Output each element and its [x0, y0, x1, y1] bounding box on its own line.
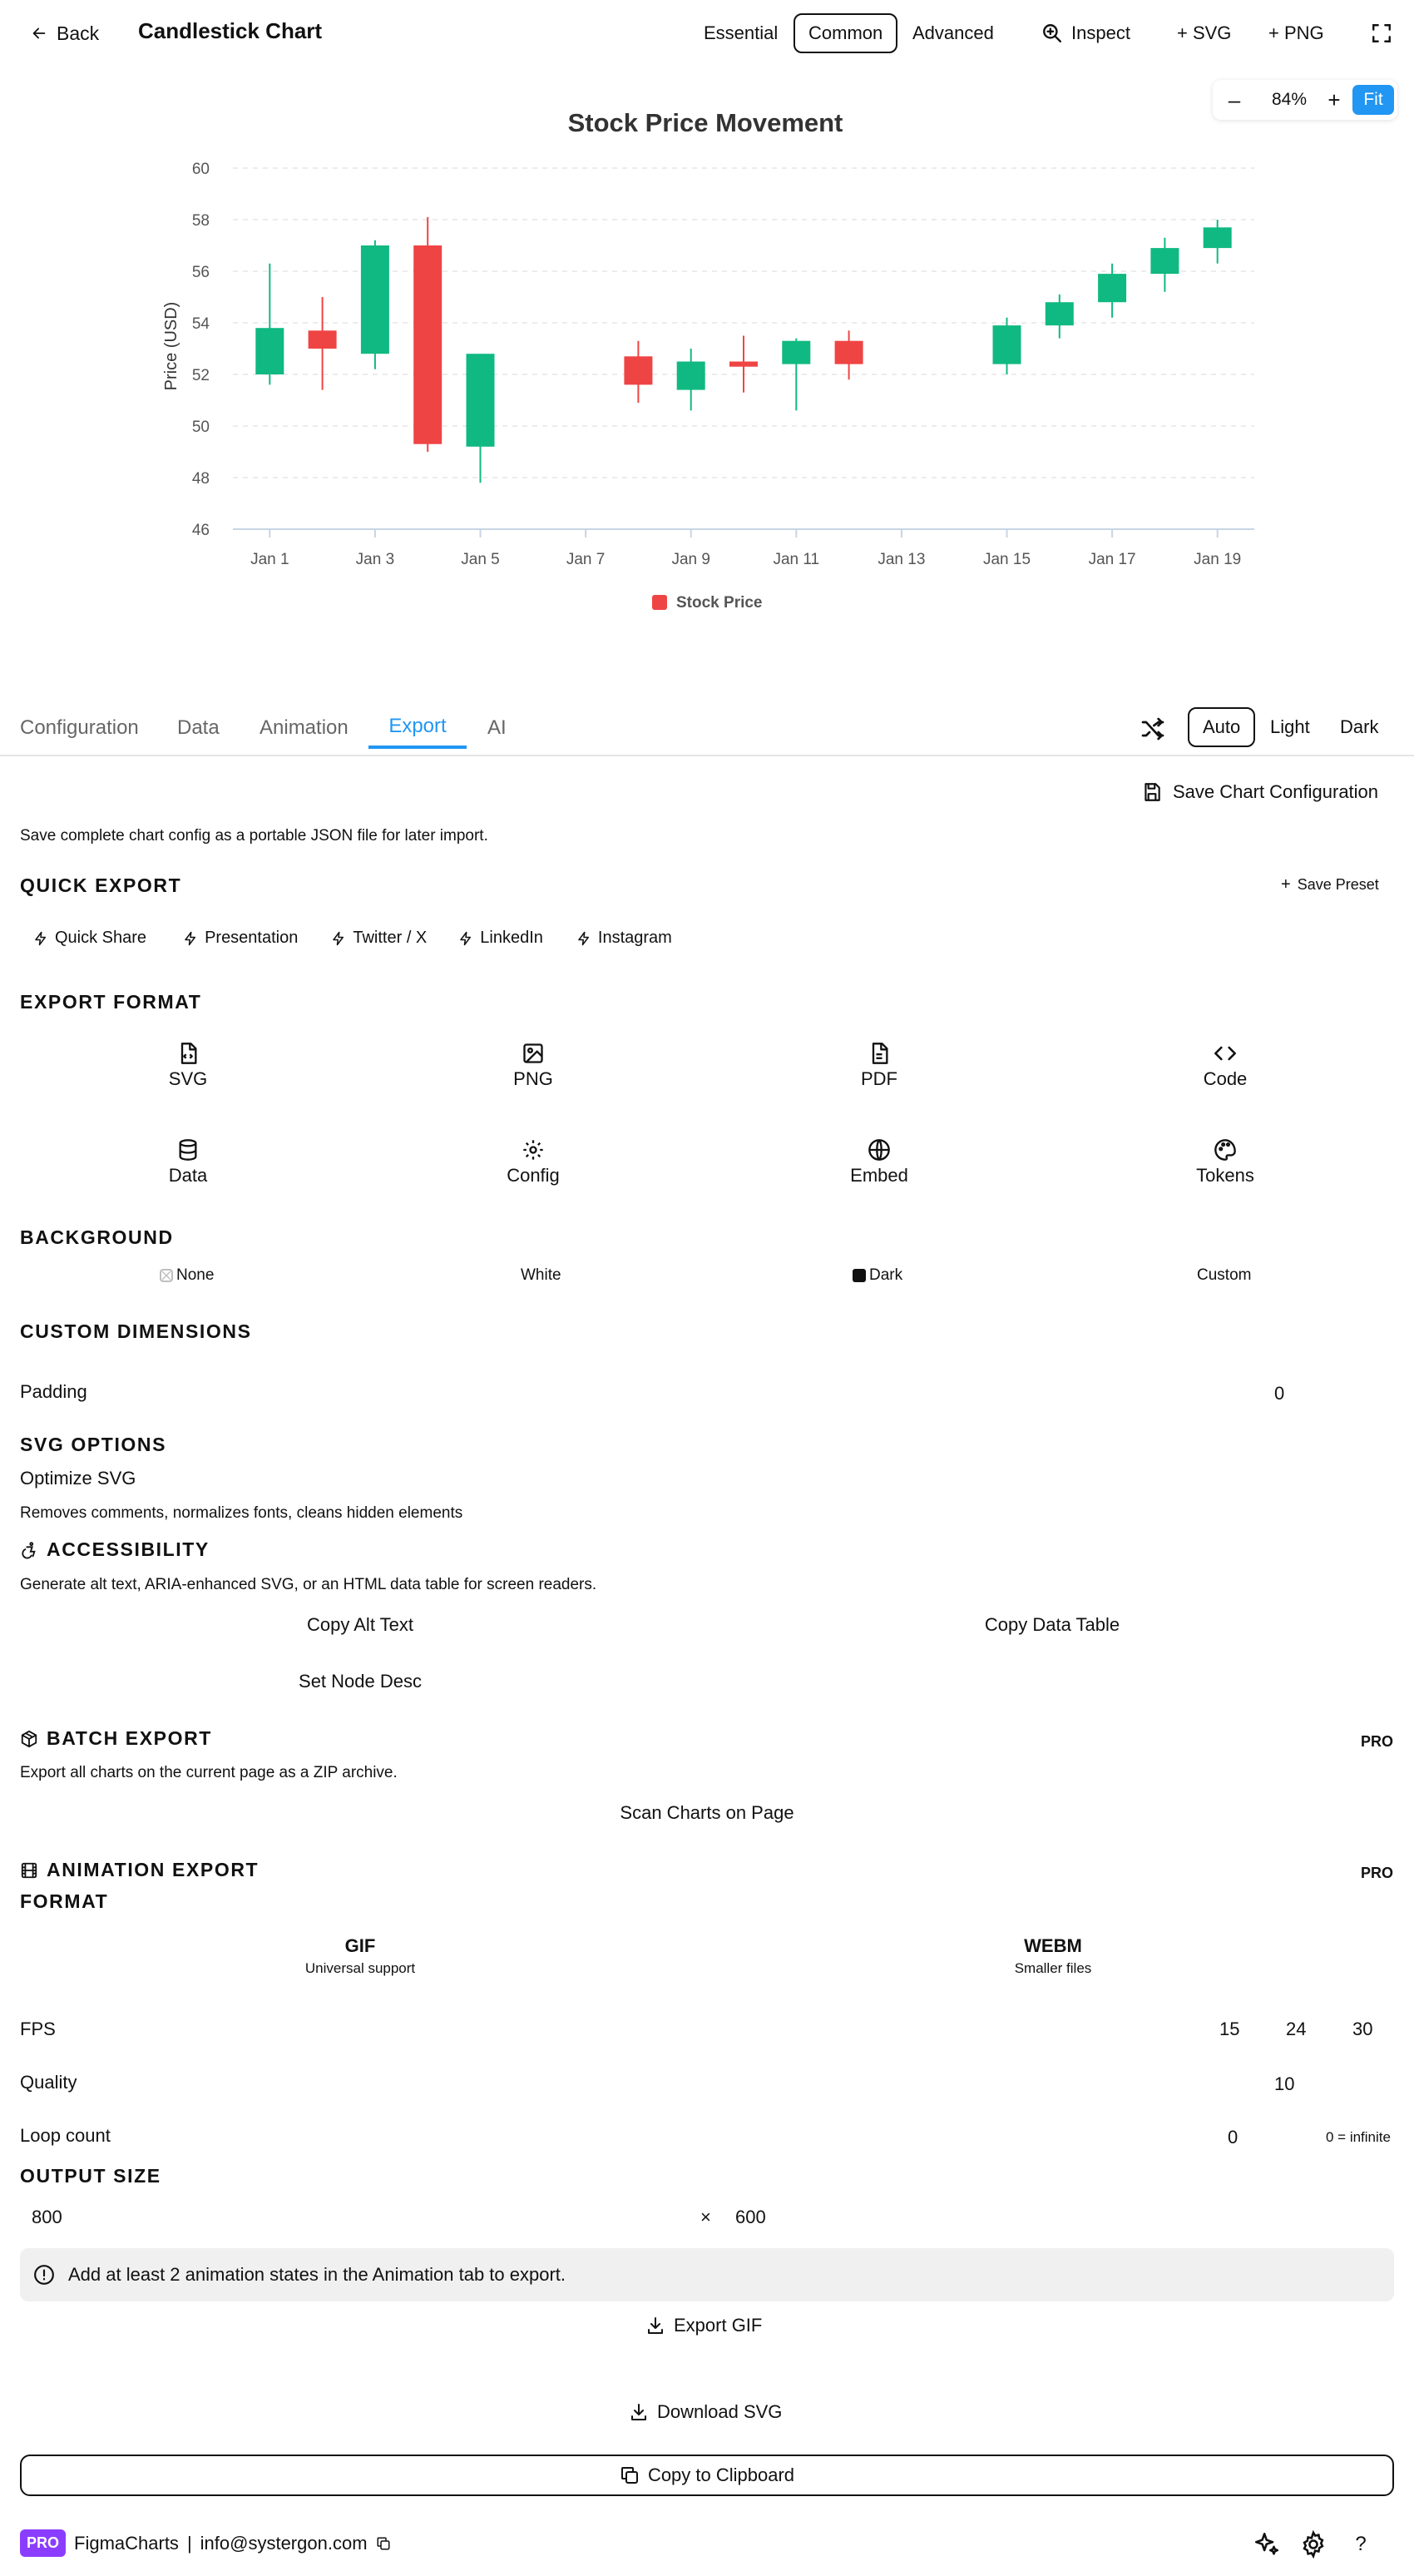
y-tick-label: 46: [191, 522, 210, 539]
file-code-icon: [176, 1042, 200, 1065]
tab-configuration[interactable]: Configuration: [20, 707, 139, 749]
quick-export-title: QUICK EXPORT: [20, 874, 182, 896]
x-tick-label: Jan 1: [250, 551, 289, 568]
legend-label[interactable]: Stock Price: [676, 594, 763, 612]
size-separator: ×: [700, 2207, 711, 2227]
animation-notice: [20, 2248, 1394, 2301]
fps-30-option[interactable]: 30: [1352, 2019, 1373, 2039]
x-tick-label: Jan 15: [982, 551, 1031, 568]
svg-options-title: SVG OPTIONS: [20, 1434, 167, 1455]
candle-body: [467, 354, 495, 447]
candle-body: [413, 245, 442, 444]
padding-label: Padding: [20, 1381, 87, 1402]
instagram-label: Instagram: [597, 929, 672, 947]
fullscreen-button[interactable]: [1371, 13, 1396, 53]
copy-icon: [620, 2465, 640, 2485]
candle-body: [309, 330, 337, 349]
background-title: BACKGROUND: [20, 1226, 174, 1248]
brand-name: FigmaCharts: [74, 2532, 179, 2554]
download-icon: [645, 2316, 665, 2336]
theme-dark-button[interactable]: Dark: [1327, 707, 1392, 747]
batch-export-description: Export all charts on the current page as a ZIP archive.: [20, 1764, 398, 1781]
inspect-label: Inspect: [1071, 22, 1130, 43]
film-icon: [20, 1861, 38, 1880]
background-dark-button[interactable]: [853, 1266, 902, 1285]
package-icon: [20, 1730, 38, 1748]
background-custom-button[interactable]: Custom: [1197, 1266, 1252, 1284]
x-tick-label: Jan 7: [566, 551, 606, 568]
footer-brand: [20, 2529, 391, 2557]
background-dark-label: Dark: [869, 1266, 903, 1284]
notice-text: Add at least 2 animation states in the Animation tab to export.: [68, 2264, 566, 2285]
candle-body: [835, 341, 863, 364]
quick-share-label: Quick Share: [55, 929, 147, 947]
footer-separator: |: [186, 2532, 192, 2554]
y-tick-label: 56: [191, 264, 210, 281]
candle-body: [255, 328, 284, 374]
candle-body: [782, 341, 810, 364]
copy-to-clipboard-button[interactable]: [20, 2455, 1394, 2496]
arrow-left-icon: [30, 24, 48, 42]
batch-export-heading: [20, 1727, 212, 1750]
format-png-label: PNG: [513, 1068, 553, 1089]
animation-export-heading: [20, 1859, 259, 1881]
fps-15-option[interactable]: 15: [1219, 2019, 1240, 2039]
save-config-description: Save complete chart config as a portable JSON file for later import.: [20, 827, 488, 845]
set-node-desc-button[interactable]: Set Node Desc: [206, 1671, 514, 1692]
padding-input[interactable]: 0: [1274, 1383, 1285, 1404]
y-tick-label: 54: [191, 315, 210, 333]
candle-body: [1204, 227, 1232, 248]
bolt-icon: [183, 931, 198, 946]
candle-body: [1098, 274, 1126, 302]
accessibility-description: Generate alt text, ARIA-enhanced SVG, or an HTML data table for screen readers.: [20, 1576, 597, 1593]
format-code-button[interactable]: [1142, 1042, 1308, 1090]
format-config-button[interactable]: [450, 1138, 616, 1186]
settings-button[interactable]: [1299, 2529, 1329, 2559]
globe-icon: [868, 1138, 891, 1162]
format-gif-option[interactable]: [235, 1935, 485, 1977]
batch-pro-tag: PRO: [1361, 1733, 1394, 1750]
gear-icon: [522, 1138, 545, 1162]
x-tick-label: Jan 11: [773, 551, 820, 568]
copy-data-table-button[interactable]: Copy Data Table: [898, 1614, 1206, 1636]
format-embed-label: Embed: [850, 1165, 908, 1186]
theme-auto-button[interactable]: Auto: [1188, 707, 1255, 747]
format-data-button[interactable]: [105, 1138, 271, 1186]
gif-name: GIF: [344, 1935, 376, 1956]
dark-swatch: [853, 1269, 866, 1282]
save-config-button[interactable]: [1141, 777, 1378, 807]
x-tick-label: Jan 9: [671, 551, 710, 568]
quality-label: Quality: [20, 2072, 77, 2093]
x-tick-label: Jan 3: [355, 551, 395, 568]
format-png-button[interactable]: [450, 1042, 616, 1090]
webm-description: Smaller files: [1014, 1960, 1092, 1976]
back-label: Back: [57, 22, 100, 44]
info-icon: [33, 2264, 55, 2286]
linkedin-button[interactable]: [458, 929, 543, 948]
fps-24-option[interactable]: 24: [1286, 2019, 1307, 2039]
page-title: Candlestick Chart: [138, 18, 323, 43]
format-code-label: Code: [1203, 1068, 1248, 1089]
y-axis-label: Price (USD): [162, 301, 180, 391]
batch-export-title: BATCH EXPORT: [47, 1727, 212, 1749]
quick-export-list: [33, 929, 672, 948]
theme-light-button[interactable]: Light: [1257, 707, 1323, 747]
y-tick-label: 52: [191, 367, 210, 384]
animation-pro-tag: PRO: [1361, 1865, 1394, 1881]
format-tokens-button[interactable]: [1142, 1138, 1308, 1186]
tab-animation[interactable]: Animation: [260, 707, 349, 749]
shuffle-icon: [1140, 716, 1166, 742]
presentation-button[interactable]: [183, 929, 298, 948]
format-svg-label: SVG: [168, 1068, 208, 1089]
bolt-icon: [331, 931, 346, 946]
accessibility-icon: [20, 1541, 38, 1559]
candle-body: [361, 245, 389, 354]
output-size-title: OUTPUT SIZE: [20, 2165, 161, 2187]
tabs-divider: [0, 755, 1414, 756]
image-icon: [522, 1042, 545, 1065]
y-tick-label: 58: [191, 212, 210, 230]
format-pdf-label: PDF: [861, 1068, 897, 1089]
quick-share-button[interactable]: [33, 929, 146, 948]
format-data-label: Data: [168, 1165, 208, 1186]
linkedin-label: LinkedIn: [480, 929, 543, 947]
zoom-out-button[interactable]: –: [1218, 80, 1251, 120]
loop-count-input[interactable]: 0: [1228, 2127, 1238, 2147]
x-tick-label: Jan 13: [878, 551, 926, 568]
bolt-icon: [458, 931, 473, 946]
background-none-label: None: [176, 1266, 215, 1284]
loop-count-label: Loop count: [20, 2125, 111, 2146]
x-tick-label: Jan 17: [1088, 551, 1136, 568]
candle-layer: [255, 217, 1231, 483]
accessibility-title: ACCESSIBILITY: [47, 1538, 210, 1560]
bolt-icon: [576, 931, 591, 946]
download-icon: [629, 2402, 649, 2422]
add-svg-button[interactable]: + SVG: [1177, 13, 1231, 53]
mode-common-button[interactable]: Common: [794, 13, 897, 53]
y-tick-label: 60: [191, 161, 210, 178]
instagram-button[interactable]: [576, 929, 672, 948]
background-white-button[interactable]: White: [521, 1266, 561, 1284]
zoom-level: 84%: [1271, 90, 1308, 109]
export-format-title: EXPORT FORMAT: [20, 991, 202, 1013]
candle-body: [624, 356, 652, 384]
chart-title: Stock Price Movement: [567, 108, 843, 137]
background-none-button[interactable]: [160, 1266, 214, 1285]
copy-alt-text-button[interactable]: Copy Alt Text: [206, 1614, 514, 1636]
width-input[interactable]: 800: [32, 2207, 62, 2227]
animation-format-title: FORMAT: [20, 1890, 109, 1912]
x-tick-label: Jan 19: [1194, 551, 1242, 568]
top-bar: [0, 0, 1414, 65]
height-input[interactable]: 600: [735, 2207, 766, 2227]
candle-body: [1046, 302, 1074, 325]
candle-body: [1150, 248, 1179, 274]
candle-body: [729, 362, 758, 367]
back-button[interactable]: [30, 17, 99, 50]
mode-advanced-button[interactable]: Advanced: [899, 13, 1007, 53]
tab-ai[interactable]: AI: [487, 707, 507, 749]
code-icon: [1214, 1042, 1237, 1065]
axis-layer: [192, 161, 1254, 568]
animation-export-title: ANIMATION EXPORT: [47, 1859, 260, 1880]
file-text-icon: [868, 1042, 891, 1065]
pro-badge[interactable]: PRO: [20, 2529, 66, 2557]
webm-name: WEBM: [1024, 1935, 1082, 1956]
custom-dimensions-title: CUSTOM DIMENSIONS: [20, 1320, 252, 1342]
y-tick-label: 48: [191, 470, 210, 488]
download-svg-button[interactable]: [629, 2401, 782, 2423]
accessibility-heading: [20, 1538, 210, 1561]
inspect-button[interactable]: [1041, 13, 1130, 53]
zoom-in-button[interactable]: +: [1318, 80, 1351, 120]
mode-essential-button[interactable]: Essential: [690, 13, 791, 53]
optimize-svg-toggle[interactable]: Optimize SVG: [20, 1468, 136, 1489]
copy-to-clipboard-label: Copy to Clipboard: [647, 2465, 795, 2485]
twitter-label: Twitter / X: [353, 929, 428, 947]
candle-body: [677, 362, 705, 390]
sparkle-icon: [1253, 2530, 1281, 2559]
shuffle-button[interactable]: [1140, 716, 1169, 742]
candle-body: [992, 325, 1021, 364]
scan-charts-button[interactable]: Scan Charts on Page: [532, 1802, 882, 1824]
quality-input[interactable]: 10: [1274, 2073, 1295, 2094]
loop-count-hint: 0 = infinite: [1326, 2129, 1391, 2145]
fit-button[interactable]: Fit: [1352, 85, 1394, 115]
transparent-icon: [160, 1269, 173, 1282]
format-tokens-label: Tokens: [1196, 1165, 1254, 1186]
export-gif-button[interactable]: [645, 2315, 762, 2336]
fullscreen-icon: [1371, 22, 1392, 44]
save-config-label: Save Chart Configuration: [1173, 781, 1379, 802]
format-pdf-button[interactable]: [796, 1042, 962, 1090]
save-preset-label: Save Preset: [1297, 876, 1379, 893]
format-config-label: Config: [507, 1165, 560, 1186]
format-embed-button[interactable]: [796, 1138, 962, 1186]
ai-sparkle-button[interactable]: [1253, 2529, 1283, 2559]
database-icon: [176, 1138, 200, 1162]
tab-export[interactable]: Export: [368, 707, 467, 749]
format-svg-button[interactable]: [105, 1042, 271, 1090]
format-webm-option[interactable]: [928, 1935, 1178, 1977]
presentation-label: Presentation: [205, 929, 299, 947]
twitter-button[interactable]: [331, 929, 427, 948]
candlestick-chart: [0, 92, 1414, 632]
fps-label: FPS: [20, 2019, 56, 2039]
download-svg-label: Download SVG: [657, 2401, 783, 2422]
x-tick-label: Jan 5: [461, 551, 500, 568]
save-preset-button[interactable]: [1281, 875, 1379, 894]
copy-icon[interactable]: [376, 2536, 391, 2551]
gear-icon: [1299, 2530, 1327, 2559]
help-button[interactable]: ?: [1349, 2531, 1372, 2558]
save-icon: [1141, 781, 1163, 803]
legend-swatch: [652, 595, 667, 610]
optimize-svg-description: Removes comments, normalizes fonts, cleans hidden elements: [20, 1504, 463, 1522]
support-email[interactable]: info@systergon.com: [200, 2532, 368, 2554]
y-tick-label: 50: [191, 419, 210, 436]
plus-icon: +: [1281, 875, 1291, 894]
zoom-in-icon: [1041, 22, 1063, 44]
gif-description: Universal support: [304, 1960, 416, 1976]
bolt-icon: [33, 931, 48, 946]
export-gif-label: Export GIF: [674, 2315, 763, 2336]
add-png-button[interactable]: + PNG: [1268, 13, 1324, 53]
tab-data[interactable]: Data: [177, 707, 220, 749]
palette-icon: [1214, 1138, 1237, 1162]
